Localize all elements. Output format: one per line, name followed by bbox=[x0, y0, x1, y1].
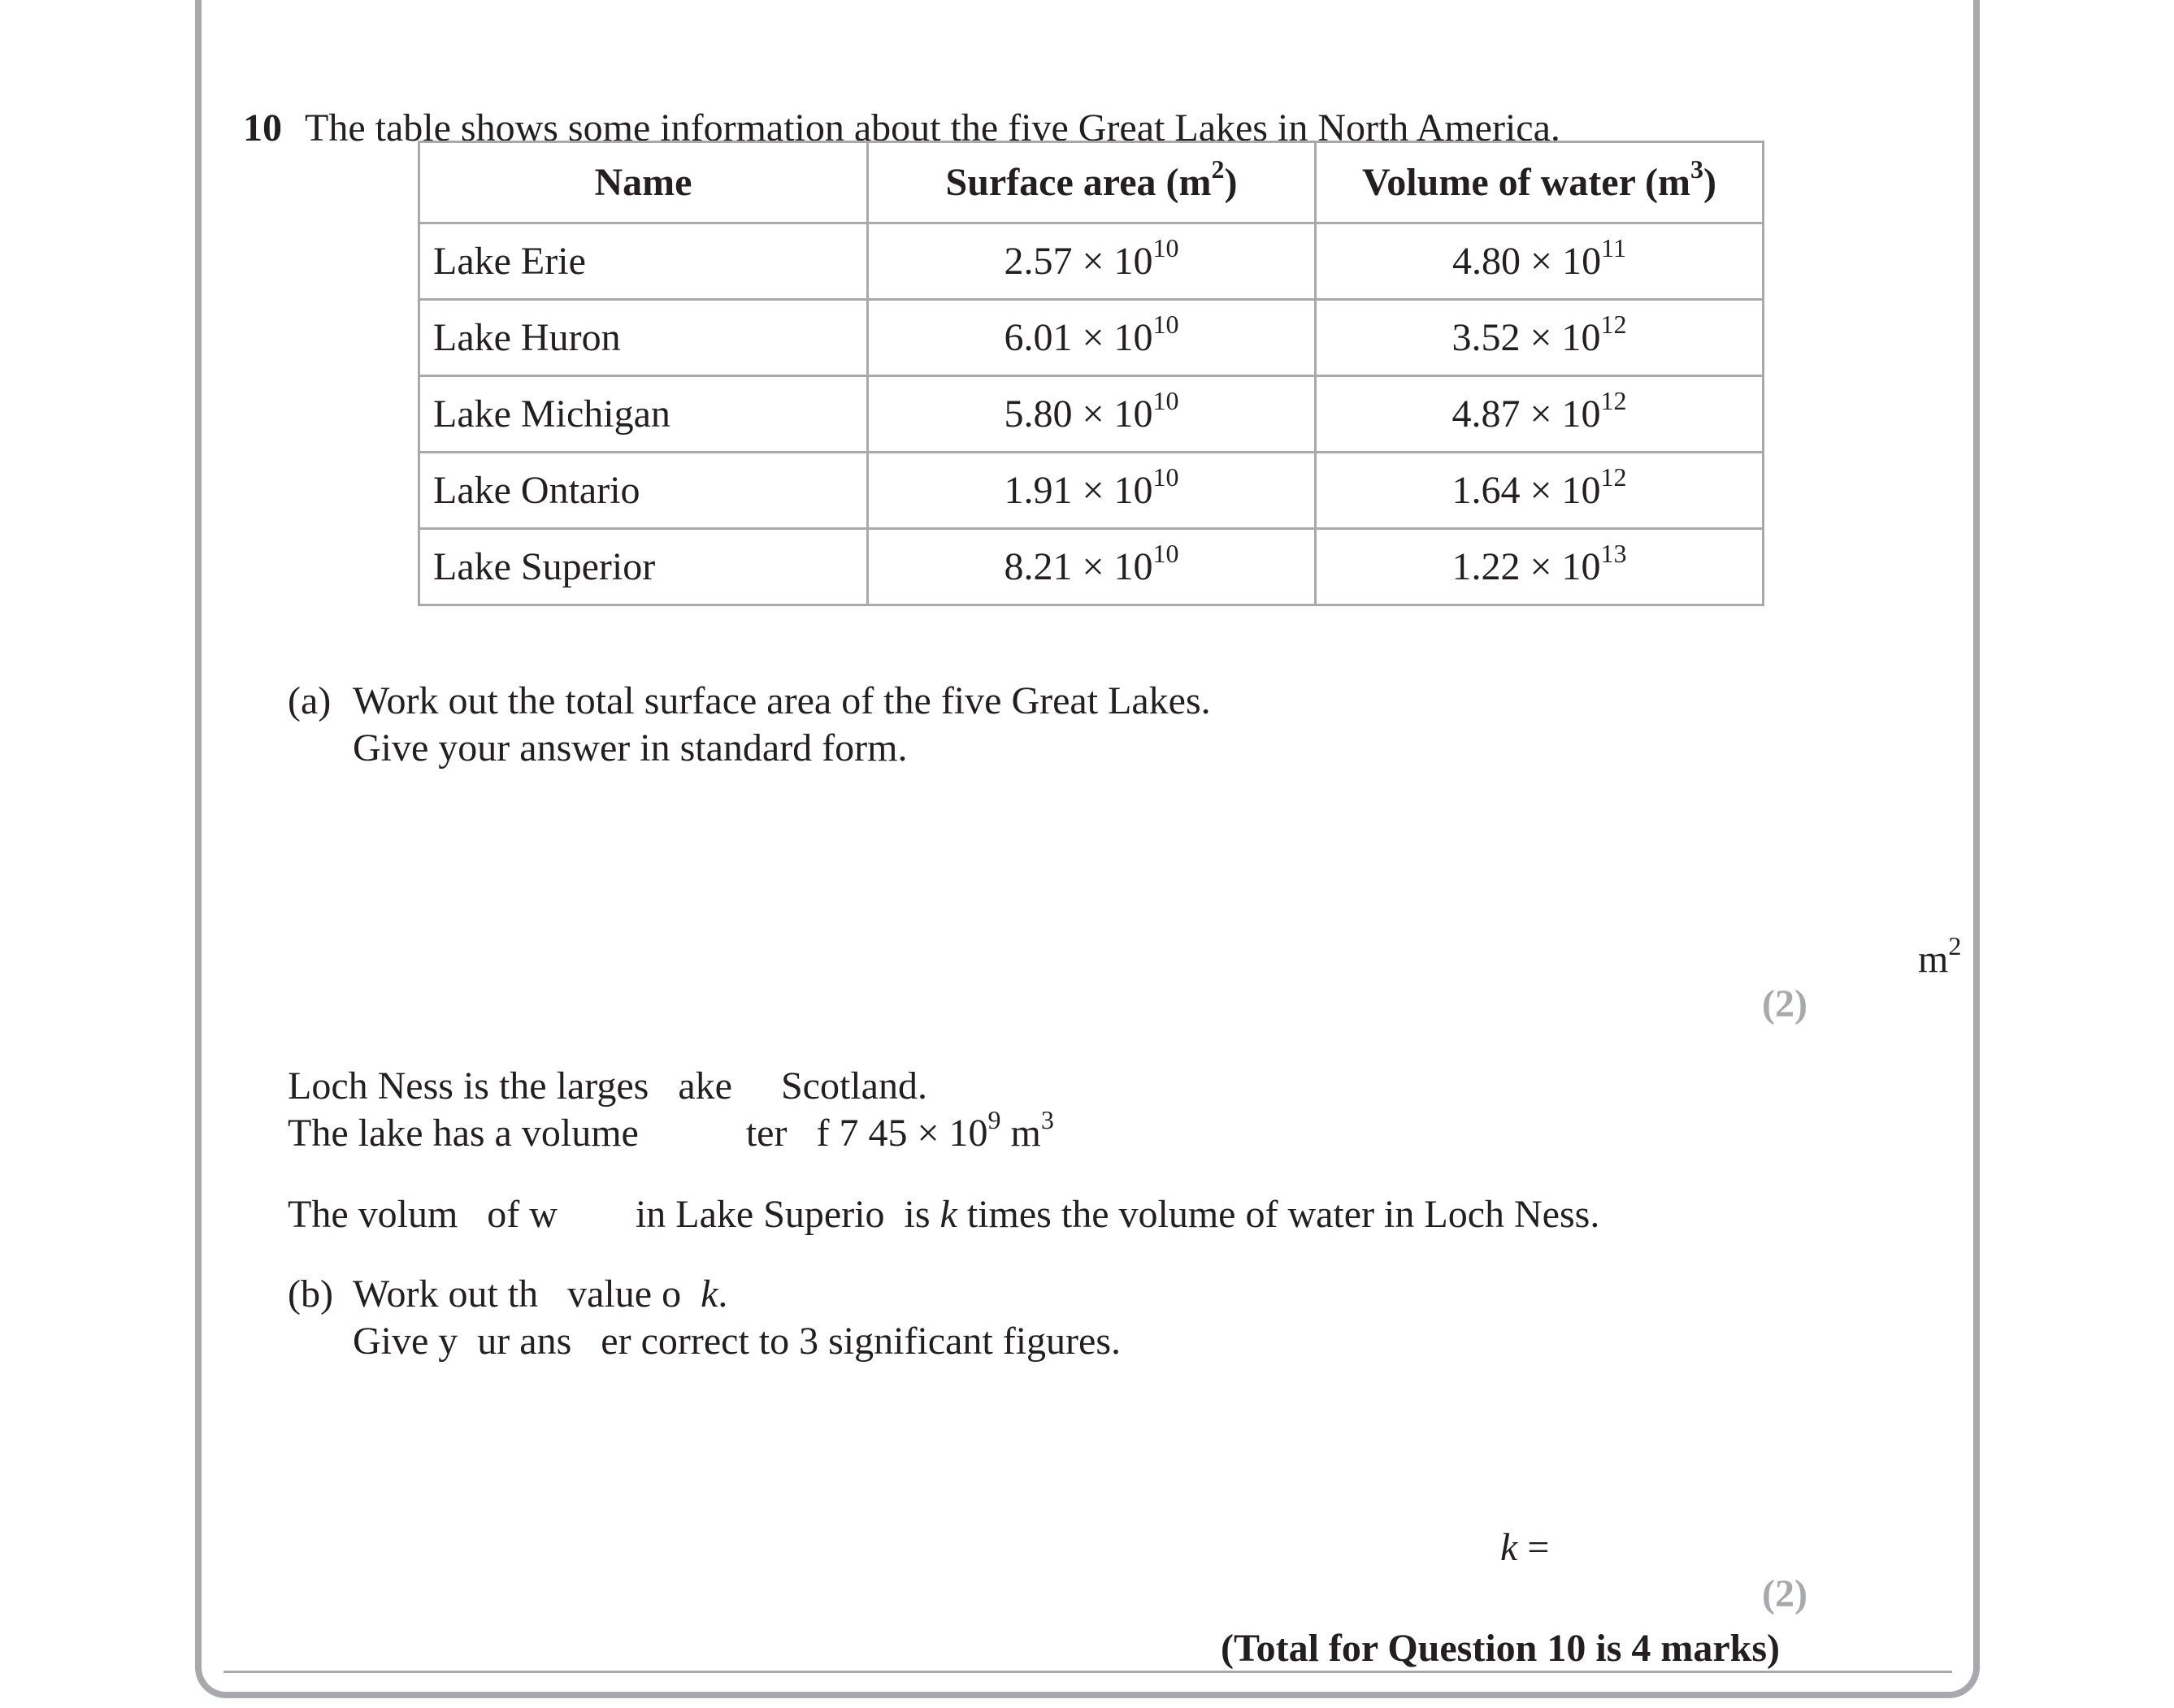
part-a-answer-unit: $m^2$ bbox=[1918, 931, 1962, 981]
table-row bbox=[419, 529, 1764, 605]
table-row bbox=[419, 300, 1764, 376]
total-marks: (Total for Question 10 is 4 marks) bbox=[1221, 1627, 1781, 1670]
volume-value: $3.52 \times 10^{12}$ bbox=[1316, 300, 1764, 376]
surface-area-value: $8.21 \times 10^{10}$ bbox=[868, 529, 1316, 605]
surface-area-value: $5.80 \times 10^{10}$ bbox=[868, 376, 1316, 453]
volume-value: $4.87 \times 10^{12}$ bbox=[1316, 376, 1764, 453]
question-intro bbox=[223, 55, 1560, 153]
surface-area-value: $1.91 \times 10^{10}$ bbox=[868, 453, 1316, 529]
context-line-2: The lake has a volume ter f 7 $45 \times 10^9$ $m^3$ bbox=[288, 1105, 1054, 1155]
part-a-line2: Give your answer in standard form. bbox=[353, 726, 908, 769]
volume-value: $1.22 \times 10^{13}$ bbox=[1316, 529, 1764, 605]
part-b-question bbox=[288, 1271, 1121, 1365]
volume-value: $4.80 \times 10^{11}$ bbox=[1316, 223, 1764, 300]
part-a-line1: Work out the total surface area of the five Great Lakes. bbox=[353, 679, 1211, 722]
lake-name: Lake Superior bbox=[419, 529, 868, 605]
table-row bbox=[419, 453, 1764, 529]
lake-name: Lake Huron bbox=[419, 300, 868, 376]
question-text: The table shows some information about the five Great Lakes in North America. bbox=[305, 106, 1560, 150]
lake-name: Lake Ontario bbox=[419, 453, 868, 529]
surface-area-value: $2.57 \times 10^{10}$ bbox=[868, 223, 1316, 300]
surface-area-value: $6.01 \times 10^{10}$ bbox=[868, 300, 1316, 376]
volume-value: $1.64 \times 10^{12}$ bbox=[1316, 453, 1764, 529]
great-lakes-table bbox=[418, 141, 1764, 606]
header-volume: Volume of water $(m^3)$ bbox=[1316, 142, 1764, 223]
bottom-rule bbox=[223, 1671, 1952, 1673]
part-b-answer-label: k = bbox=[1500, 1526, 1550, 1569]
lake-name: Lake Michigan bbox=[419, 376, 868, 453]
part-b-line1: Work out th value o k. bbox=[353, 1272, 728, 1316]
part-a-marks: (2) bbox=[1762, 982, 1807, 1025]
part-a-label: (a) bbox=[288, 679, 332, 722]
part-b-line2: Give y ur ans er correct to 3 significant figures. bbox=[353, 1320, 1122, 1363]
context-line-1: Loch Ness is the larges ake Scotland. bbox=[288, 1064, 927, 1108]
context-line-3: The volum of w in Lake Superio is k times the volume of water in Loch Ness. bbox=[288, 1193, 1600, 1236]
part-b-label: (b) bbox=[288, 1272, 333, 1316]
header-surface-area: Surface area $(m^2)$ bbox=[868, 142, 1316, 223]
lake-name: Lake Erie bbox=[419, 223, 868, 300]
question-number: 10 bbox=[243, 106, 282, 150]
table-row bbox=[419, 223, 1764, 300]
part-a-question bbox=[288, 678, 1211, 772]
table-header-row bbox=[419, 142, 1764, 223]
table-row bbox=[419, 376, 1764, 453]
header-name: Name bbox=[419, 142, 868, 223]
part-b-marks: (2) bbox=[1762, 1572, 1807, 1615]
